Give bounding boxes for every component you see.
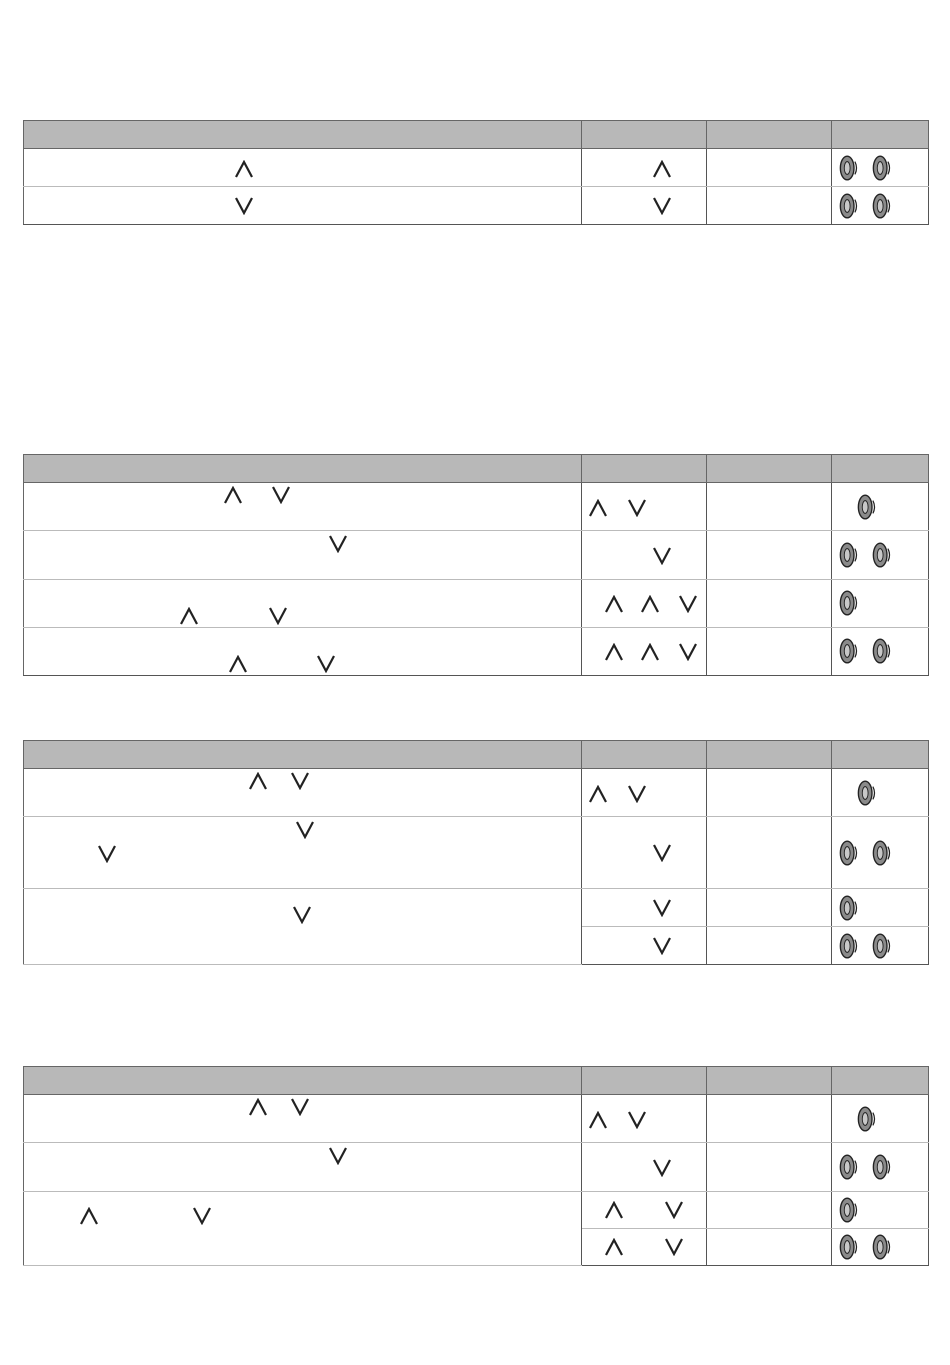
table-cell: [582, 769, 707, 817]
arrow-down-icon: [295, 821, 315, 839]
table-4: [23, 1066, 929, 1266]
table-cell: [582, 1143, 707, 1192]
arrow-down-icon: [234, 197, 254, 215]
arrow-up-icon: [234, 160, 254, 178]
table-cell: [832, 628, 929, 676]
table-cell: [24, 580, 582, 628]
header-cell: [707, 455, 832, 483]
table-cell: [24, 769, 582, 817]
arrow-down-icon: [97, 845, 117, 863]
table-cell: [832, 1229, 929, 1266]
table-row: [24, 889, 929, 927]
header-cell: [24, 455, 582, 483]
table-cell: [707, 1095, 832, 1143]
table-cell: [582, 187, 707, 225]
table-cell: [832, 817, 929, 889]
arrow-down-icon: [652, 1159, 672, 1177]
header-cell: [582, 121, 707, 149]
arrow-down-icon: [290, 772, 310, 790]
arrow-down-icon: [292, 906, 312, 924]
arrow-down-icon: [664, 1201, 684, 1219]
arrow-up-icon: [604, 1201, 624, 1219]
beep-tone-icon: [839, 154, 859, 182]
header-cell: [24, 121, 582, 149]
beep-tone-icon: [872, 932, 892, 960]
table-row: [24, 628, 929, 676]
table-cell: [707, 628, 832, 676]
table-header: [24, 455, 929, 483]
beep-tone-icon: [839, 894, 859, 922]
header-cell: [707, 1067, 832, 1095]
arrow-down-icon: [652, 547, 672, 565]
table-cell: [582, 483, 707, 531]
table-row: [24, 817, 929, 889]
beep-tone-icon: [839, 932, 859, 960]
arrow-up-icon: [588, 1111, 608, 1129]
arrow-down-icon: [652, 937, 672, 955]
arrow-up-icon: [604, 595, 624, 613]
beep-tone-icon: [857, 779, 877, 807]
table-row: [24, 1095, 929, 1143]
arrow-down-icon: [664, 1238, 684, 1256]
table-cell: [582, 628, 707, 676]
header-cell: [707, 121, 832, 149]
table-3: [23, 740, 929, 965]
table-cell: [832, 531, 929, 580]
table-row: [24, 1143, 929, 1192]
arrow-down-icon: [678, 595, 698, 613]
table-cell: [582, 580, 707, 628]
table-2: [23, 454, 929, 676]
arrow-up-icon: [640, 595, 660, 613]
table-cell: [707, 483, 832, 531]
arrow-down-icon: [268, 607, 288, 625]
arrow-down-icon: [652, 844, 672, 862]
beep-tone-icon: [839, 1153, 859, 1181]
arrow-up-icon: [588, 785, 608, 803]
table-cell: [832, 483, 929, 531]
header-cell: [832, 1067, 929, 1095]
beep-tone-icon: [872, 192, 892, 220]
table-header: [24, 1067, 929, 1095]
table-cell: [582, 531, 707, 580]
arrow-down-icon: [316, 655, 336, 673]
arrow-up-icon: [652, 160, 672, 178]
table-cell: [582, 817, 707, 889]
table-cell: [24, 1192, 582, 1266]
table-cell: [582, 927, 707, 965]
table-cell: [24, 628, 582, 676]
arrow-down-icon: [627, 785, 647, 803]
table-cell: [832, 149, 929, 187]
arrow-down-icon: [652, 899, 672, 917]
table-cell: [707, 769, 832, 817]
table-1: [23, 120, 929, 225]
table-cell: [707, 531, 832, 580]
beep-tone-icon: [839, 839, 859, 867]
beep-tone-icon: [839, 541, 859, 569]
arrow-down-icon: [627, 499, 647, 517]
arrow-up-icon: [604, 643, 624, 661]
beep-tone-icon: [857, 493, 877, 521]
table-cell: [707, 580, 832, 628]
table-cell: [832, 927, 929, 965]
arrow-up-icon: [248, 772, 268, 790]
table-cell: [707, 187, 832, 225]
table-cell: [707, 889, 832, 927]
table-row: [24, 483, 929, 531]
header-cell: [832, 455, 929, 483]
arrow-down-icon: [627, 1111, 647, 1129]
beep-tone-icon: [839, 637, 859, 665]
header-cell: [582, 741, 707, 769]
header-cell: [832, 121, 929, 149]
header-cell: [832, 741, 929, 769]
header-cell: [24, 1067, 582, 1095]
table-row: [24, 187, 929, 225]
table-header: [24, 121, 929, 149]
beep-tone-icon: [872, 637, 892, 665]
table-cell: [24, 1095, 582, 1143]
beep-tone-icon: [872, 1233, 892, 1261]
table-cell: [707, 1143, 832, 1192]
header-cell: [582, 1067, 707, 1095]
beep-tone-icon: [857, 1105, 877, 1133]
arrow-down-icon: [271, 486, 291, 504]
table-cell: [24, 187, 582, 225]
table-row: [24, 149, 929, 187]
beep-tone-icon: [872, 839, 892, 867]
table-cell: [832, 769, 929, 817]
table-cell: [24, 889, 582, 965]
beep-tone-icon: [839, 192, 859, 220]
table-cell: [24, 149, 582, 187]
arrow-up-icon: [604, 1238, 624, 1256]
table-cell: [707, 927, 832, 965]
table-cell: [582, 149, 707, 187]
arrow-up-icon: [588, 499, 608, 517]
arrow-up-icon: [248, 1098, 268, 1116]
beep-tone-icon: [872, 1153, 892, 1181]
arrow-down-icon: [192, 1207, 212, 1225]
table-cell: [582, 1095, 707, 1143]
arrow-down-icon: [328, 535, 348, 553]
arrow-down-icon: [328, 1147, 348, 1165]
arrow-up-icon: [79, 1207, 99, 1225]
header-cell: [707, 741, 832, 769]
arrow-up-icon: [223, 486, 243, 504]
table-cell: [832, 1143, 929, 1192]
beep-tone-icon: [872, 541, 892, 569]
table-cell: [832, 580, 929, 628]
table-row: [24, 1192, 929, 1229]
table-cell: [582, 889, 707, 927]
table-cell: [707, 1192, 832, 1229]
table-cell: [24, 531, 582, 580]
table-row: [24, 531, 929, 580]
table-cell: [24, 1143, 582, 1192]
header-cell: [24, 741, 582, 769]
table-cell: [707, 817, 832, 889]
table-cell: [707, 1229, 832, 1266]
beep-tone-icon: [872, 154, 892, 182]
table-cell: [24, 817, 582, 889]
table-cell: [832, 889, 929, 927]
table-row: [24, 580, 929, 628]
table-cell: [582, 1192, 707, 1229]
beep-tone-icon: [839, 589, 859, 617]
table-cell: [832, 187, 929, 225]
arrow-up-icon: [179, 607, 199, 625]
arrow-down-icon: [678, 643, 698, 661]
table-cell: [24, 483, 582, 531]
table-cell: [707, 149, 832, 187]
arrow-down-icon: [290, 1098, 310, 1116]
beep-tone-icon: [839, 1233, 859, 1261]
table-row: [24, 769, 929, 817]
table-cell: [832, 1192, 929, 1229]
beep-tone-icon: [839, 1196, 859, 1224]
table-cell: [832, 1095, 929, 1143]
arrow-down-icon: [652, 197, 672, 215]
arrow-up-icon: [640, 643, 660, 661]
arrow-up-icon: [228, 655, 248, 673]
table-header: [24, 741, 929, 769]
header-cell: [582, 455, 707, 483]
table-cell: [582, 1229, 707, 1266]
